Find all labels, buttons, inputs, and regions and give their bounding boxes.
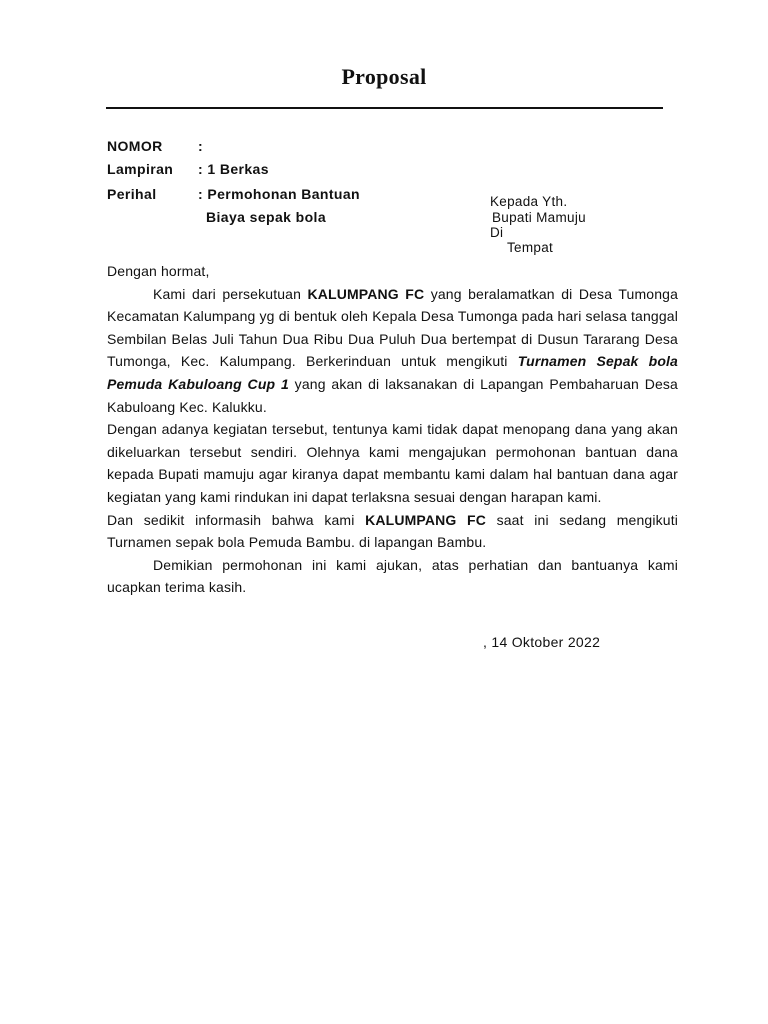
addressee-line-3: Di xyxy=(490,225,504,240)
letter-date: , 14 Oktober 2022 xyxy=(483,634,601,650)
nomor-colon: : xyxy=(198,138,204,154)
addressee-line-4: Tempat xyxy=(507,240,554,255)
perihal-continuation: Biaya sepak bola xyxy=(206,209,327,225)
p1-text-c: yang akan di laksanakan di Lapangan Pembaharuan Desa Kabuloang Kec. Kalukku. xyxy=(107,375,678,415)
paragraph-2: Dengan adanya kegiatan tersebut, tentunya kami tidak dapat menopang dana yang akan dikeluarkan tersebut sendiri. Olehnya kami mengajukan permohonan bantuan dana kepada Bupati mamuju agar kiranya dapat membantu kami dalam hal bantuan dana agar kegiatan yang kami rindukan ini dapat terlaksna sesuai dengan harapan kami. xyxy=(107,421,678,505)
salutation: Dengan hormat, xyxy=(107,263,210,279)
lampiran-label: Lampiran xyxy=(107,161,174,177)
p3-text-a: Dan sedikit informasih bahwa kami xyxy=(107,511,366,528)
lampiran-value: : 1 Berkas xyxy=(198,161,269,177)
tournament-name: Turnamen Sepak bola Pemuda Kabuloang Cup 1 xyxy=(107,353,678,392)
p1-text-b: yang beralamatkan di Desa Tumonga Kecamatan Kalumpang yg di bentuk oleh Kepala Desa Tumonga pada hari selasa tanggal Sembilan Belas Juli Tahun Dua Ribu Dua Puluh Dua bertempat di Dusun Tararang Desa Tumonga, Kec. Kalumpang. Berkerinduan untuk mengikuti xyxy=(107,285,679,370)
paragraph-1 xyxy=(107,283,678,419)
perihal-label: Perihal xyxy=(107,186,157,202)
paragraph-3 xyxy=(107,509,678,554)
addressee-line-1: Kepada Yth. xyxy=(490,194,568,209)
addressee-line-2: Bupati Mamuju xyxy=(492,210,586,225)
club-name-2: KALUMPANG FC xyxy=(365,511,486,528)
p1-text-a: Kami dari persekutuan xyxy=(153,285,308,302)
nomor-label: NOMOR xyxy=(107,138,163,154)
letter-body xyxy=(107,260,678,599)
document-title: Proposal xyxy=(341,64,427,89)
perihal-value: : Permohonan Bantuan xyxy=(198,186,361,202)
title-underline xyxy=(106,107,663,109)
club-name: KALUMPANG FC xyxy=(307,285,425,302)
p3-text-b: saat ini sedang mengikuti Turnamen sepak bola Pemuda Bambu. di lapangan Bambu. xyxy=(107,511,678,551)
closing-paragraph: Demikian permohonan ini kami ajukan, atas perhatian dan bantuanya kami ucapkan terima kasih. xyxy=(107,556,678,596)
